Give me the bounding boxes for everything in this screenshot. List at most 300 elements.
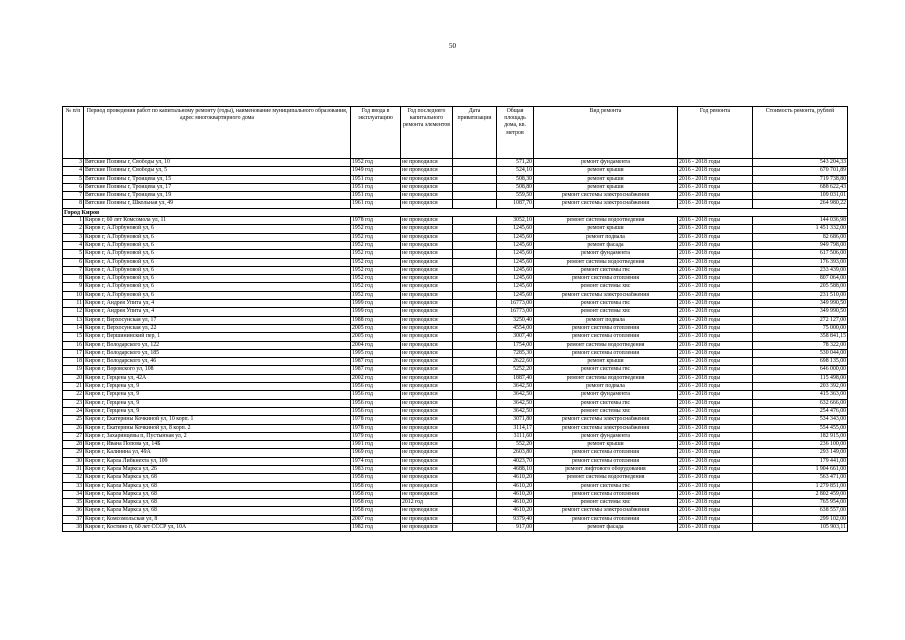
cell-repair-period: 2016 - 2018 годы: [678, 383, 753, 391]
cell-repair-period: 2016 - 2018 годы: [678, 432, 753, 440]
cell-row-number: 6: [63, 258, 84, 266]
cell-privatization-date: [453, 465, 497, 473]
cell-last-repair-year: 2012 год: [401, 499, 453, 507]
header-total-area: Общая площадь дома, кв. метров: [497, 107, 534, 159]
cell-privatization-date: [453, 366, 497, 374]
cell-last-repair-year: не проводился: [401, 432, 453, 440]
cell-repair-period: 2016 - 2018 годы: [678, 183, 753, 191]
cell-commission-year: 1999 год: [351, 308, 401, 316]
cell-repair-type: ремонт подвала: [534, 233, 678, 241]
cell-address: Вятские Поляны г, Школьная ул, 49: [84, 200, 351, 208]
table-row: [63, 333, 848, 341]
cell-total-area: 1245,60: [497, 275, 534, 283]
cell-repair-period: 2016 - 2018 годы: [678, 515, 753, 523]
cell-repair-type: ремонт системы отопления: [534, 515, 678, 523]
cell-total-area: 4688,10: [497, 465, 534, 473]
cell-repair-period: 2016 - 2018 годы: [678, 465, 753, 473]
cell-repair-cost: 233 439,00: [753, 266, 848, 274]
cell-privatization-date: [453, 383, 497, 391]
header-privatization-date: Дата приватизации: [453, 107, 497, 159]
cell-repair-type: ремонт подвала: [534, 383, 678, 391]
table-row: [63, 233, 848, 241]
cell-repair-cost: 179 441,00: [753, 457, 848, 465]
table-row: [63, 200, 848, 208]
cell-repair-period: 2016 - 2018 годы: [678, 159, 753, 167]
cell-row-number: 22: [63, 391, 84, 399]
cell-total-area: 1245,60: [497, 266, 534, 274]
cell-repair-type: ремонт системы электроснабжения: [534, 200, 678, 208]
cell-privatization-date: [453, 349, 497, 357]
cell-address: Киров г, А.Горбуновой ул, 6: [84, 233, 351, 241]
cell-repair-cost: 563 471,00: [753, 474, 848, 482]
cell-last-repair-year: не проводился: [401, 200, 453, 208]
cell-total-area: 508,30: [497, 175, 534, 183]
cell-privatization-date: [453, 507, 497, 515]
table-row: [63, 515, 848, 523]
capital-repair-table: [62, 106, 848, 532]
cell-repair-period: 2016 - 2018 годы: [678, 341, 753, 349]
cell-row-number: 30: [63, 457, 84, 465]
cell-last-repair-year: не проводился: [401, 233, 453, 241]
table-row: [63, 465, 848, 473]
cell-privatization-date: [453, 424, 497, 432]
section-title: Город Киров: [63, 208, 848, 216]
cell-repair-cost: 236 100,00: [753, 441, 848, 449]
cell-last-repair-year: не проводился: [401, 490, 453, 498]
cell-total-area: 9379,40: [497, 515, 534, 523]
cell-address: Киров г, Карла Маркса ул, 68: [84, 482, 351, 490]
cell-repair-type: ремонт лифтового оборудования: [534, 465, 678, 473]
cell-row-number: 19: [63, 366, 84, 374]
cell-row-number: 3: [63, 233, 84, 241]
cell-row-number: 17: [63, 349, 84, 357]
cell-privatization-date: [453, 333, 497, 341]
cell-address: Киров г, А.Горбуновой ул, 6: [84, 241, 351, 249]
cell-privatization-date: [453, 266, 497, 274]
cell-repair-type: ремонт системы отопления: [534, 349, 678, 357]
cell-address: Киров г, А.Горбуновой ул, 6: [84, 275, 351, 283]
cell-repair-period: 2016 - 2018 годы: [678, 200, 753, 208]
cell-repair-period: 2016 - 2018 годы: [678, 374, 753, 382]
cell-total-area: 4610,20: [497, 499, 534, 507]
cell-row-number: 13: [63, 316, 84, 324]
table-row: [63, 374, 848, 382]
cell-row-number: 21: [63, 383, 84, 391]
cell-total-area: 524,10: [497, 167, 534, 175]
cell-row-number: 18: [63, 358, 84, 366]
cell-row-number: 5: [63, 175, 84, 183]
table-row: [63, 167, 848, 175]
cell-address: Киров г, Герцена ул, 9: [84, 407, 351, 415]
table-row: [63, 407, 848, 415]
cell-total-area: 3250,40: [497, 316, 534, 324]
cell-repair-type: ремонт фундамента: [534, 391, 678, 399]
cell-repair-period: 2016 - 2018 годы: [678, 316, 753, 324]
cell-address: Вятские Поляны г, Свободы ул, 10: [84, 159, 351, 167]
table-row: [63, 250, 848, 258]
cell-repair-type: ремонт системы гвс: [534, 300, 678, 308]
header-commission-year: Год ввода в эксплуатацию: [351, 107, 401, 159]
cell-repair-type: ремонт системы хвс: [534, 499, 678, 507]
cell-privatization-date: [453, 308, 497, 316]
table-row: [63, 291, 848, 299]
cell-repair-type: ремонт системы гвс: [534, 482, 678, 490]
cell-commission-year: 1952 год: [351, 250, 401, 258]
cell-repair-cost: 646 000,00: [753, 366, 848, 374]
cell-total-area: 1245,60: [497, 250, 534, 258]
table-row: [63, 399, 848, 407]
cell-row-number: 4: [63, 241, 84, 249]
cell-commission-year: 1974 год: [351, 457, 401, 465]
cell-repair-type: ремонт крыши: [534, 225, 678, 233]
cell-address: Киров г, Герцена ул, 9: [84, 391, 351, 399]
cell-commission-year: 1995 год: [351, 349, 401, 357]
cell-repair-period: 2016 - 2018 годы: [678, 291, 753, 299]
cell-total-area: 4554,00: [497, 324, 534, 332]
cell-repair-type: ремонт системы электроснабжения: [534, 291, 678, 299]
cell-last-repair-year: не проводился: [401, 258, 453, 266]
cell-total-area: 571,20: [497, 159, 534, 167]
cell-repair-period: 2016 - 2018 годы: [678, 424, 753, 432]
cell-repair-cost: 670 701,89: [753, 167, 848, 175]
cell-privatization-date: [453, 233, 497, 241]
cell-repair-cost: 293 149,00: [753, 449, 848, 457]
cell-repair-cost: 543 204,33: [753, 159, 848, 167]
cell-last-repair-year: не проводился: [401, 241, 453, 249]
cell-total-area: 4610,20: [497, 474, 534, 482]
page-number: 50: [449, 42, 456, 50]
cell-address: Киров г, Андрея Упита ул, 4: [84, 300, 351, 308]
cell-privatization-date: [453, 515, 497, 523]
cell-address: Киров г, Вершининский пер, 1: [84, 333, 351, 341]
cell-address: Киров г, Карла Маркса ул, 68: [84, 499, 351, 507]
cell-repair-period: 2016 - 2018 годы: [678, 275, 753, 283]
cell-last-repair-year: не проводился: [401, 474, 453, 482]
cell-repair-type: ремонт системы гвс: [534, 266, 678, 274]
cell-row-number: 9: [63, 283, 84, 291]
cell-row-number: 4: [63, 167, 84, 175]
cell-commission-year: 1952 год: [351, 291, 401, 299]
cell-privatization-date: [453, 399, 497, 407]
cell-commission-year: 1978 год: [351, 424, 401, 432]
cell-repair-period: 2016 - 2018 годы: [678, 391, 753, 399]
cell-repair-cost: 554 455,00: [753, 424, 848, 432]
cell-last-repair-year: не проводился: [401, 283, 453, 291]
cell-privatization-date: [453, 200, 497, 208]
header-repair-type: Вид ремонта: [534, 107, 678, 159]
table-row: [63, 217, 848, 225]
cell-address: Киров г, 60 лет Комсомола ул, 11: [84, 217, 351, 225]
cell-total-area: 4610,20: [497, 482, 534, 490]
cell-privatization-date: [453, 192, 497, 200]
table-row: [63, 316, 848, 324]
cell-commission-year: 1952 год: [351, 258, 401, 266]
cell-commission-year: 2005 год: [351, 333, 401, 341]
cell-last-repair-year: не проводился: [401, 324, 453, 332]
header-repair-year: Год ремонта: [678, 107, 753, 159]
cell-last-repair-year: не проводился: [401, 183, 453, 191]
cell-row-number: 15: [63, 333, 84, 341]
cell-row-number: 36: [63, 507, 84, 515]
cell-commission-year: 1961 год: [351, 200, 401, 208]
cell-last-repair-year: не проводился: [401, 266, 453, 274]
cell-repair-cost: 688 622,43: [753, 183, 848, 191]
cell-row-number: 5: [63, 250, 84, 258]
cell-repair-period: 2016 - 2018 годы: [678, 283, 753, 291]
cell-last-repair-year: не проводился: [401, 349, 453, 357]
cell-total-area: 4023,70: [497, 457, 534, 465]
cell-repair-period: 2016 - 2018 годы: [678, 250, 753, 258]
cell-last-repair-year: не проводился: [401, 441, 453, 449]
cell-repair-type: ремонт фундамента: [534, 250, 678, 258]
cell-last-repair-year: не проводился: [401, 217, 453, 225]
cell-repair-cost: 949 798,00: [753, 241, 848, 249]
cell-row-number: 8: [63, 275, 84, 283]
cell-row-number: 10: [63, 291, 84, 299]
cell-repair-period: 2016 - 2018 годы: [678, 175, 753, 183]
table-row: [63, 524, 848, 532]
table-header-row: [63, 107, 848, 159]
cell-repair-type: ремонт системы отопления: [534, 449, 678, 457]
cell-last-repair-year: не проводился: [401, 391, 453, 399]
cell-last-repair-year: не проводился: [401, 399, 453, 407]
cell-row-number: 24: [63, 407, 84, 415]
cell-repair-period: 2016 - 2018 годы: [678, 241, 753, 249]
cell-address: Киров г, Калинина ул, 49А: [84, 449, 351, 457]
cell-privatization-date: [453, 499, 497, 507]
cell-address: Киров г, Комсомольская ул, 8: [84, 515, 351, 523]
table-row: [63, 416, 848, 424]
cell-repair-period: 2016 - 2018 годы: [678, 324, 753, 332]
cell-address: Киров г, Карла Маркса ул, 68: [84, 490, 351, 498]
cell-row-number: 16: [63, 341, 84, 349]
cell-address: Киров г, Володарского ул, 122: [84, 341, 351, 349]
cell-total-area: 3642,50: [497, 383, 534, 391]
cell-last-repair-year: не проводился: [401, 308, 453, 316]
cell-row-number: 25: [63, 416, 84, 424]
table-row: [63, 266, 848, 274]
cell-repair-type: ремонт системы гвс: [534, 366, 678, 374]
cell-privatization-date: [453, 457, 497, 465]
cell-privatization-date: [453, 250, 497, 258]
cell-repair-period: 2016 - 2018 годы: [678, 474, 753, 482]
cell-total-area: 1245,60: [497, 291, 534, 299]
cell-commission-year: 1952 год: [351, 266, 401, 274]
cell-privatization-date: [453, 175, 497, 183]
cell-repair-period: 2016 - 2018 годы: [678, 416, 753, 424]
table-row: [63, 474, 848, 482]
cell-commission-year: 1987 год: [351, 366, 401, 374]
cell-last-repair-year: не проводился: [401, 407, 453, 415]
cell-repair-type: ремонт крыши: [534, 183, 678, 191]
cell-row-number: 8: [63, 200, 84, 208]
cell-last-repair-year: не проводился: [401, 275, 453, 283]
cell-privatization-date: [453, 291, 497, 299]
cell-commission-year: 1958 год: [351, 490, 401, 498]
cell-last-repair-year: не проводился: [401, 457, 453, 465]
cell-address: Киров г, Ивана Попова ул, 14Б: [84, 441, 351, 449]
cell-address: Киров г, А.Горбуновой ул, 6: [84, 291, 351, 299]
table-row: [63, 308, 848, 316]
table-row: [63, 507, 848, 515]
cell-repair-type: ремонт системы отопления: [534, 324, 678, 332]
cell-repair-type: ремонт системы водоотведения: [534, 374, 678, 382]
cell-repair-cost: 719 738,80: [753, 175, 848, 183]
cell-repair-type: ремонт системы водоотведения: [534, 341, 678, 349]
cell-total-area: 3007,40: [497, 333, 534, 341]
cell-total-area: 1887,40: [497, 374, 534, 382]
cell-commission-year: 1956 год: [351, 391, 401, 399]
cell-total-area: 552,20: [497, 441, 534, 449]
table-row: [63, 324, 848, 332]
table-row: [63, 391, 848, 399]
cell-address: Киров г, А.Горбуновой ул, 6: [84, 225, 351, 233]
cell-row-number: 11: [63, 300, 84, 308]
header-number: № п/п: [63, 107, 84, 159]
cell-privatization-date: [453, 167, 497, 175]
cell-repair-cost: 82 686,00: [753, 233, 848, 241]
cell-repair-period: 2016 - 2018 годы: [678, 490, 753, 498]
cell-last-repair-year: не проводился: [401, 192, 453, 200]
cell-repair-type: ремонт системы водоотведения: [534, 258, 678, 266]
cell-last-repair-year: не проводился: [401, 507, 453, 515]
cell-repair-type: ремонт фасада: [534, 524, 678, 532]
cell-commission-year: 1991 год: [351, 441, 401, 449]
section-row: [63, 208, 848, 216]
cell-repair-cost: 144 036,98: [753, 217, 848, 225]
cell-last-repair-year: не проводился: [401, 167, 453, 175]
cell-repair-type: ремонт системы электроснабжения: [534, 424, 678, 432]
cell-privatization-date: [453, 407, 497, 415]
cell-commission-year: 1978 год: [351, 217, 401, 225]
table-row: [63, 490, 848, 498]
cell-last-repair-year: не проводился: [401, 366, 453, 374]
cell-commission-year: 1956 год: [351, 399, 401, 407]
cell-commission-year: 1952 год: [351, 241, 401, 249]
cell-total-area: 16773,00: [497, 308, 534, 316]
cell-total-area: 3114,17: [497, 424, 534, 432]
cell-repair-type: ремонт системы водоотведения: [534, 474, 678, 482]
table-row: [63, 283, 848, 291]
table-row: [63, 358, 848, 366]
cell-row-number: 28: [63, 441, 84, 449]
cell-privatization-date: [453, 275, 497, 283]
cell-total-area: 3642,50: [497, 399, 534, 407]
cell-repair-cost: 349 990,50: [753, 308, 848, 316]
cell-privatization-date: [453, 482, 497, 490]
cell-row-number: 23: [63, 399, 84, 407]
cell-commission-year: 1988 год: [351, 316, 401, 324]
cell-privatization-date: [453, 217, 497, 225]
cell-repair-cost: 1 279 851,00: [753, 482, 848, 490]
cell-repair-type: ремонт крыши: [534, 441, 678, 449]
cell-address: Вятские Поляны г, Троицева ул, 19: [84, 192, 351, 200]
cell-repair-cost: 272 127,00: [753, 316, 848, 324]
cell-privatization-date: [453, 524, 497, 532]
cell-row-number: 37: [63, 515, 84, 523]
cell-last-repair-year: не проводился: [401, 524, 453, 532]
cell-last-repair-year: не проводился: [401, 424, 453, 432]
cell-row-number: 14: [63, 324, 84, 332]
cell-row-number: 12: [63, 308, 84, 316]
cell-address: Вятские Поляны г, Троицева ул, 15: [84, 175, 351, 183]
cell-address: Киров г, А.Горбуновой ул, 6: [84, 283, 351, 291]
cell-last-repair-year: не проводился: [401, 316, 453, 324]
cell-row-number: 34: [63, 490, 84, 498]
cell-repair-cost: 807 064,00: [753, 275, 848, 283]
cell-commission-year: 1987 год: [351, 358, 401, 366]
cell-privatization-date: [453, 159, 497, 167]
cell-commission-year: 1952 год: [351, 159, 401, 167]
cell-total-area: 1087,70: [497, 200, 534, 208]
table-row: [63, 424, 848, 432]
cell-row-number: 27: [63, 432, 84, 440]
cell-repair-period: 2016 - 2018 годы: [678, 449, 753, 457]
cell-commission-year: 2002 год: [351, 374, 401, 382]
cell-last-repair-year: не проводился: [401, 341, 453, 349]
cell-privatization-date: [453, 374, 497, 382]
cell-commission-year: 1958 год: [351, 507, 401, 515]
cell-last-repair-year: не проводился: [401, 383, 453, 391]
table-row: [63, 300, 848, 308]
cell-commission-year: 2005 год: [351, 324, 401, 332]
cell-repair-type: ремонт системы отопления: [534, 457, 678, 465]
cell-total-area: 508,80: [497, 183, 534, 191]
cell-repair-type: ремонт подвала: [534, 316, 678, 324]
header-last-repair: Год последнего капитального ремонта элементов: [401, 107, 453, 159]
cell-commission-year: 1951 год: [351, 183, 401, 191]
cell-last-repair-year: не проводился: [401, 374, 453, 382]
cell-repair-period: 2016 - 2018 годы: [678, 507, 753, 515]
table-row: [63, 275, 848, 283]
cell-last-repair-year: не проводился: [401, 175, 453, 183]
cell-privatization-date: [453, 416, 497, 424]
cell-commission-year: 1958 год: [351, 482, 401, 490]
cell-commission-year: 2007 год: [351, 515, 401, 523]
table-row: [63, 349, 848, 357]
cell-repair-cost: 632 666,00: [753, 399, 848, 407]
cell-privatization-date: [453, 241, 497, 249]
cell-repair-type: ремонт системы отопления: [534, 490, 678, 498]
cell-commission-year: 1952 год: [351, 283, 401, 291]
cell-address: Киров г, Верхосунская ул, 22: [84, 324, 351, 332]
cell-total-area: 3071,80: [497, 416, 534, 424]
table-row: [63, 449, 848, 457]
cell-repair-cost: 415 363,00: [753, 391, 848, 399]
cell-repair-period: 2016 - 2018 годы: [678, 482, 753, 490]
cell-commission-year: 1983 год: [351, 465, 401, 473]
cell-repair-cost: 75 000,00: [753, 324, 848, 332]
cell-privatization-date: [453, 300, 497, 308]
cell-repair-cost: 530 044,00: [753, 349, 848, 357]
header-repair-cost: Стоимость ремонта, рублей: [753, 107, 848, 159]
cell-commission-year: 1956 год: [351, 407, 401, 415]
cell-privatization-date: [453, 341, 497, 349]
cell-repair-cost: 176 393,00: [753, 258, 848, 266]
cell-commission-year: 1952 год: [351, 233, 401, 241]
cell-repair-cost: 358 841,15: [753, 333, 848, 341]
cell-repair-period: 2016 - 2018 годы: [678, 358, 753, 366]
cell-last-repair-year: не проводился: [401, 291, 453, 299]
cell-address: Киров г, Воровского ул, 108: [84, 366, 351, 374]
cell-commission-year: 1956 год: [351, 383, 401, 391]
cell-repair-period: 2016 - 2018 годы: [678, 233, 753, 241]
cell-total-area: 4610,20: [497, 507, 534, 515]
cell-address: Киров г, Герцена ул, 42А: [84, 374, 351, 382]
cell-commission-year: 1978 год: [351, 416, 401, 424]
cell-repair-period: 2016 - 2018 годы: [678, 333, 753, 341]
cell-total-area: 3642,50: [497, 391, 534, 399]
